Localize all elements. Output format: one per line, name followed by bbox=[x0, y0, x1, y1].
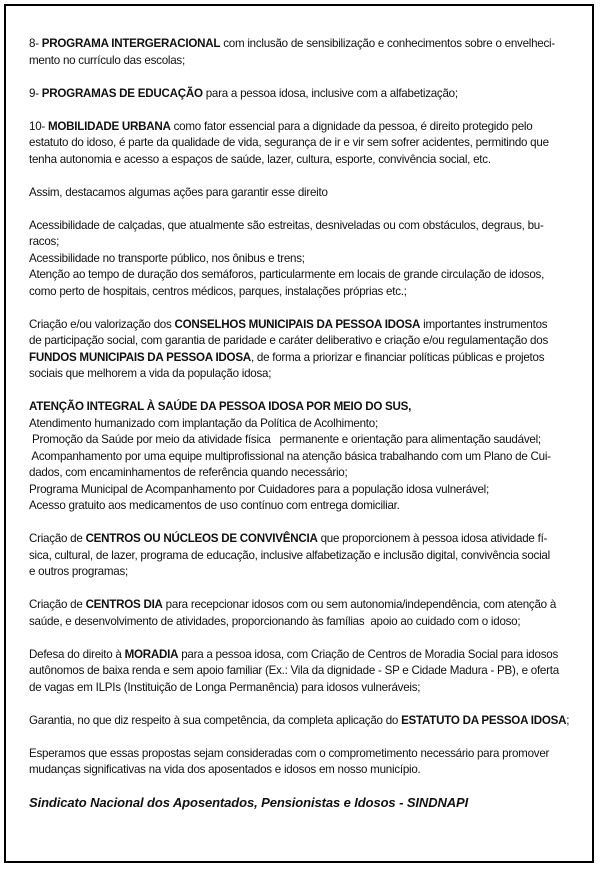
councils-paragraph bbox=[29, 317, 574, 383]
list-line: Promoção da Saúde por meio da atividade física permanente e orientação para alimentação saudável; bbox=[29, 433, 541, 446]
intro-paragraph bbox=[29, 185, 574, 202]
health-heading: ATENÇÃO INTEGRAL À SAÚDE DA PESSOA IDOSA POR MEIO DO SUS, bbox=[29, 400, 412, 413]
centers-paragraph bbox=[29, 531, 574, 581]
list-line: racos; bbox=[29, 235, 60, 248]
text: Criação de bbox=[29, 598, 83, 611]
item-10 bbox=[29, 119, 574, 169]
list-line: Acesso gratuito aos medicamentos de uso contínuo com entrega domiciliar. bbox=[29, 499, 400, 512]
health-section bbox=[29, 399, 574, 515]
centers-title: CENTROS OU NÚCLEOS DE CONVIVÊNCIA bbox=[85, 532, 318, 545]
text: mudanças significativas na vida dos aposentados e idosos em nosso município. bbox=[29, 763, 421, 776]
item-text: com inclusão de sensibilização e conhecimentos sobre o envelheci- bbox=[223, 37, 555, 50]
day-centers-paragraph bbox=[29, 597, 574, 630]
text: e outros programas; bbox=[29, 565, 128, 578]
closing-paragraph bbox=[29, 746, 574, 779]
statute-title: ESTATUTO DA PESSOA IDOSA bbox=[401, 713, 567, 727]
item-number: 10- bbox=[29, 119, 46, 133]
item-text: estatuto do idoso, é parte da qualidade de vida, segurança de ir e vir sem sofrer acidentes, permitindo que bbox=[29, 136, 549, 149]
list-line: Atenção ao tempo de duração dos semáforos, particularmente em locais de grande circulação de idosos, bbox=[29, 268, 545, 281]
item-text: mento no currículo das escolas; bbox=[29, 53, 185, 67]
text: saúde, e desenvolvimento de atividades, proporcionando às famílias apoio ao cuidado com o idoso; bbox=[29, 614, 521, 628]
list-line: Acessibilidade no transporte público, nos ônibus e trens; bbox=[29, 251, 305, 265]
text: autônomos de baixa renda e sem apoio familiar (Ex.: Vila da dignidade - SP e Cidade Madura - PB), e oferta bbox=[29, 664, 559, 677]
text: ; bbox=[566, 713, 570, 727]
list-line: dados, com encaminhamentos de referência quando necessário; bbox=[29, 466, 348, 479]
list-line: Acompanhamento por uma equipe multiprofissional na atenção básica trabalhando com um Plano de Cui- bbox=[29, 449, 551, 463]
text: sica, cultural, de lazer, programa de educação, inclusive alfabetização e inclusão digital, convivência social bbox=[29, 548, 550, 562]
text: Garantia, no que diz respeito à sua competência, da completa aplicação do bbox=[29, 713, 399, 727]
list-line: Acessibilidade de calçadas, que atualmente são estreitas, desniveladas ou com obstáculos, degraus, bu- bbox=[29, 218, 544, 232]
item-number: 8- bbox=[29, 37, 39, 50]
list-line: como perto de hospitais, centros médicos, parques, instalações próprias etc.; bbox=[29, 284, 407, 298]
text: sociais que melhorem a vida da população idosa; bbox=[29, 367, 272, 380]
intro-text: Assim, destacamos algumas ações para garantir esse direito bbox=[29, 185, 328, 199]
accessibility-list bbox=[29, 218, 574, 301]
text: de participação social, com garantia de paridade e caráter deliberativo e criação e/ou regulamentação dos bbox=[29, 334, 548, 347]
text: Criação de bbox=[29, 532, 83, 545]
list-line: Programa Municipal de Acompanhamento por Cuidadores para a população idosa vulnerável; bbox=[29, 482, 489, 496]
text: importantes instrumentos bbox=[423, 317, 548, 331]
signature: Sindicato Nacional dos Aposentados, Pensionistas e Idosos - SINDNAPI bbox=[29, 795, 469, 810]
list-line: Atendimento humanizado com implantação da Política de Acolhimento; bbox=[29, 416, 378, 430]
text: para recepcionar idosos com ou sem autonomia/independência, com atenção à bbox=[165, 598, 557, 611]
statute-paragraph bbox=[29, 713, 574, 730]
item-title: PROGRAMAS DE EDUCAÇÃO bbox=[41, 86, 203, 100]
item-8 bbox=[29, 36, 574, 69]
document-body bbox=[29, 36, 574, 812]
item-number: 9- bbox=[29, 86, 39, 100]
text: , de forma a priorizar e financiar políticas públicas e projetos bbox=[250, 350, 545, 364]
text: Defesa do direito à bbox=[29, 647, 122, 661]
housing-title: MORADIA bbox=[124, 647, 179, 661]
item-text: para a pessoa idosa, inclusive com a alfabetização; bbox=[205, 86, 458, 100]
day-centers-title: CENTROS DIA bbox=[85, 598, 163, 611]
text: de vagas em ILPIs (Instituição de Longa Permanência) para idosos vulneráveis; bbox=[29, 680, 421, 694]
councils-title: CONSELHOS MUNICIPAIS DA PESSOA IDOSA bbox=[174, 317, 421, 331]
item-9 bbox=[29, 86, 574, 103]
item-title: PROGRAMA INTERGERACIONAL bbox=[41, 37, 221, 50]
item-text: como fator essencial para a dignidade da pessoa, é direito protegido pelo bbox=[173, 119, 533, 133]
text: para a pessoa idosa, com Criação de Centros de Moradia Social para idosos bbox=[181, 647, 558, 661]
text: Criação e/ou valorização dos bbox=[29, 317, 172, 331]
text: que proporcionem à pessoa idosa atividade fí- bbox=[320, 532, 548, 545]
item-text: tenha autonomia e acesso a espaços de saúde, lazer, cultura, esporte, convivência social, etc. bbox=[29, 152, 491, 166]
housing-paragraph bbox=[29, 647, 574, 697]
funds-title: FUNDOS MUNICIPAIS DA PESSOA IDOSA bbox=[29, 350, 251, 364]
item-title: MOBILIDADE URBANA bbox=[48, 119, 171, 133]
text: Esperamos que essas propostas sejam consideradas com o comprometimento necessário para promover bbox=[29, 746, 550, 760]
